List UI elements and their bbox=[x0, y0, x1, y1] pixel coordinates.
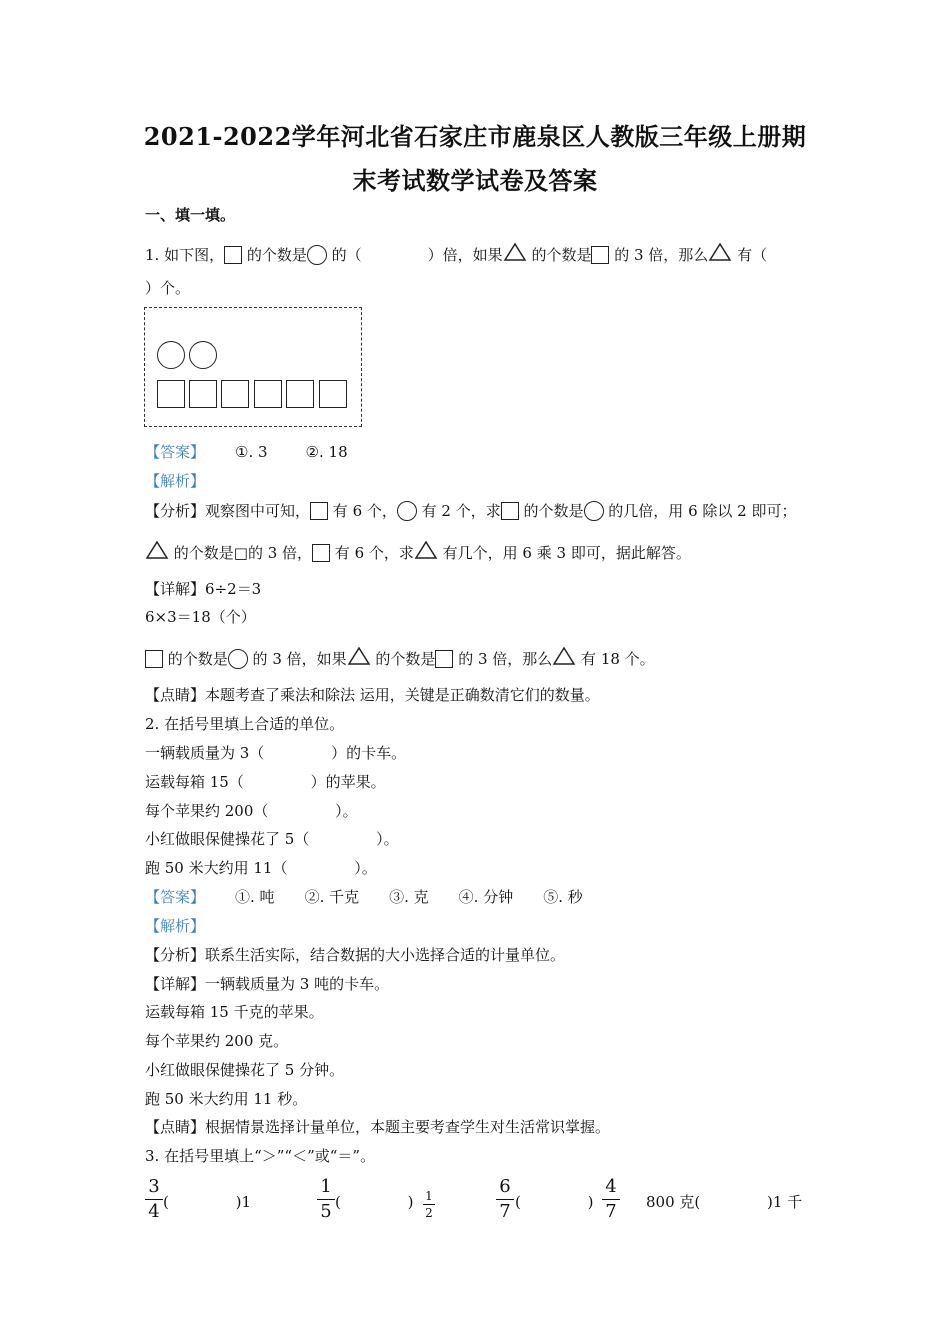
q1-answer bbox=[145, 442, 348, 462]
q1-text: 有（ bbox=[732, 246, 768, 264]
q2-detail: 每个苹果约 200 克。 bbox=[145, 1032, 289, 1050]
q1-text: 1. 如下图， bbox=[145, 246, 225, 264]
q1-dianjing bbox=[145, 685, 600, 705]
dianjing-text: 本题考查了乘法和除法 运用，关键是正确数清它们的数量。 bbox=[205, 686, 600, 704]
q2-item: 每个苹果约 200（ ）。 bbox=[145, 802, 358, 820]
circle-icon bbox=[397, 501, 417, 521]
figure-circle bbox=[189, 341, 217, 369]
figure-square bbox=[157, 380, 185, 408]
fraction-denominator: 7 bbox=[499, 1201, 511, 1222]
fraction-denominator: 4 bbox=[148, 1201, 160, 1222]
fenxi-text: 有 6 个， bbox=[328, 502, 397, 520]
q2-detail: 小红做眼保健操花了 5 分钟。 bbox=[145, 1061, 345, 1079]
concl-text: 的个数是 bbox=[370, 650, 436, 668]
fraction-denominator: 2 bbox=[425, 1206, 433, 1220]
q2-detail: 运载每箱 15 千克的苹果。 bbox=[145, 1003, 324, 1021]
figure-square bbox=[319, 380, 347, 408]
q3-stem: 3. 在括号里填上“＞”“＜”或“＝”。 bbox=[145, 1147, 376, 1165]
q2-dianjing bbox=[145, 1117, 610, 1137]
fraction-numerator: 1 bbox=[425, 1189, 433, 1203]
answer-item: ①. 吨 bbox=[235, 888, 275, 906]
q3-blank[interactable]: ( ) bbox=[335, 1193, 414, 1211]
triangle-icon bbox=[145, 540, 169, 560]
figure-square bbox=[286, 380, 314, 408]
circle-icon bbox=[307, 245, 327, 265]
fraction-1-2 bbox=[423, 1189, 435, 1220]
figure-square bbox=[189, 380, 217, 408]
q2-answer bbox=[145, 887, 583, 907]
dianjing-tag: 【点睛】 bbox=[145, 686, 206, 704]
fraction-denominator: 7 bbox=[605, 1201, 617, 1222]
q2-analysis-tag: 【解析】 bbox=[145, 917, 206, 935]
dianjing-text: 根据情景选择计量单位，本题主要考查学生对生活常识掌握。 bbox=[205, 1118, 611, 1136]
q1-text: ）倍，如果 bbox=[427, 246, 503, 264]
triangle-icon bbox=[414, 540, 438, 560]
fenxi-text: 有 6 个，求 bbox=[330, 544, 414, 562]
fenxi-text: 的几倍，用 6 除以 2 即可； bbox=[603, 502, 797, 520]
fenxi-text: 联系生活实际，结合数据的大小选择合适的计量单位。 bbox=[205, 946, 566, 964]
q1-text: 的（ bbox=[326, 246, 362, 264]
square-icon bbox=[312, 544, 330, 562]
q2-stem: 2. 在括号里填上合适的单位。 bbox=[145, 715, 345, 733]
fenxi-text: 观察图中可知， bbox=[205, 502, 311, 520]
fraction-numerator: 3 bbox=[148, 1176, 160, 1197]
q2-fenxi bbox=[145, 945, 565, 965]
q2-item: 跑 50 米大约用 11（ ）。 bbox=[145, 859, 377, 877]
q1-text: 的 3 倍，那么 bbox=[609, 246, 709, 264]
figure-circle bbox=[157, 341, 185, 369]
concl-text: 的 3 倍，如果 bbox=[247, 650, 347, 668]
triangle-icon bbox=[347, 646, 371, 666]
figure-square bbox=[221, 380, 249, 408]
q2-xiangjie bbox=[145, 974, 389, 994]
section-heading: 一、填一填。 bbox=[145, 206, 236, 224]
square-icon bbox=[145, 650, 163, 668]
detail-text: 一辆载质量为 3 吨的卡车。 bbox=[205, 975, 390, 993]
fraction-1-5 bbox=[317, 1176, 335, 1223]
square-icon bbox=[224, 246, 242, 264]
circle-icon bbox=[584, 501, 604, 521]
fraction-4-7 bbox=[602, 1176, 620, 1223]
fenxi-text: 的个数是 bbox=[518, 502, 584, 520]
answer-item: ①. 3 bbox=[235, 443, 268, 461]
square-icon bbox=[501, 502, 519, 520]
answer-item: ③. 克 bbox=[389, 888, 429, 906]
fenxi-tag: 【分析】 bbox=[145, 502, 206, 520]
concl-text: 有 18 个。 bbox=[576, 650, 655, 668]
fenxi-text: 的个数是□的 3 倍， bbox=[169, 544, 313, 562]
q2-item: 一辆载质量为 3（ ）的卡车。 bbox=[145, 744, 407, 762]
q1-stem-line2: ）个。 bbox=[145, 279, 191, 297]
figure-square bbox=[254, 380, 282, 408]
answer-item: ⑤. 秒 bbox=[543, 888, 583, 906]
calc: 6÷2＝3 bbox=[205, 580, 262, 598]
title-line-2: 末考试数学试卷及答案 bbox=[352, 166, 598, 195]
concl-text: 的 3 倍，那么 bbox=[453, 650, 553, 668]
q1-analysis-tag: 【解析】 bbox=[145, 472, 206, 490]
q3-blank[interactable]: ( )1 bbox=[163, 1193, 252, 1211]
fenxi-text: 有几个，用 6 乘 3 即可，据此解答。 bbox=[437, 544, 691, 562]
q1-fenxi bbox=[145, 501, 796, 521]
q1-fenxi-line2 bbox=[145, 540, 691, 563]
q3-blank[interactable]: ( ) bbox=[515, 1193, 594, 1211]
xiangjie-tag: 【详解】 bbox=[145, 975, 206, 993]
title-line-1: 2021-2022学年河北省石家庄市鹿泉区人教版三年级上册期 bbox=[143, 122, 807, 151]
q1-text: 的个数是 bbox=[242, 246, 307, 264]
concl-text: 的个数是 bbox=[163, 650, 228, 668]
answer-tag: 【答案】 bbox=[145, 888, 206, 906]
q3-item-4: 800 克( )1 千 bbox=[646, 1193, 803, 1211]
answer-item: ④. 分钟 bbox=[458, 888, 514, 906]
answer-item: ②. 18 bbox=[305, 443, 348, 461]
fraction-numerator: 4 bbox=[605, 1176, 617, 1197]
square-icon bbox=[310, 502, 328, 520]
q1-figure bbox=[144, 307, 362, 427]
q2-item: 小红做眼保健操花了 5（ ）。 bbox=[145, 830, 399, 848]
dianjing-tag: 【点睛】 bbox=[145, 1118, 206, 1136]
fraction-numerator: 1 bbox=[320, 1176, 332, 1197]
square-icon bbox=[435, 650, 453, 668]
fraction-6-7 bbox=[496, 1176, 514, 1223]
square-icon bbox=[591, 246, 609, 264]
q2-item: 运载每箱 15（ ）的苹果。 bbox=[145, 773, 386, 791]
q1-conclusion bbox=[145, 646, 655, 669]
answer-tag: 【答案】 bbox=[145, 443, 206, 461]
fenxi-text: 有 2 个，求 bbox=[416, 502, 501, 520]
fraction-denominator: 5 bbox=[320, 1201, 332, 1222]
triangle-icon bbox=[503, 242, 527, 262]
triangle-icon bbox=[708, 242, 732, 262]
triangle-icon bbox=[552, 646, 576, 666]
fraction-3-4 bbox=[145, 1176, 163, 1223]
q1-stem bbox=[145, 242, 767, 265]
q1-xiangjie bbox=[145, 579, 261, 599]
q2-detail: 跑 50 米大约用 11 秒。 bbox=[145, 1090, 308, 1108]
q1-calc2: 6×3＝18（个） bbox=[145, 608, 256, 626]
circle-icon bbox=[228, 649, 248, 669]
answer-item: ②. 千克 bbox=[304, 888, 360, 906]
fenxi-tag: 【分析】 bbox=[145, 946, 206, 964]
fraction-numerator: 6 bbox=[499, 1176, 511, 1197]
xiangjie-tag: 【详解】 bbox=[145, 580, 206, 598]
q1-text: 的个数是 bbox=[526, 246, 592, 264]
